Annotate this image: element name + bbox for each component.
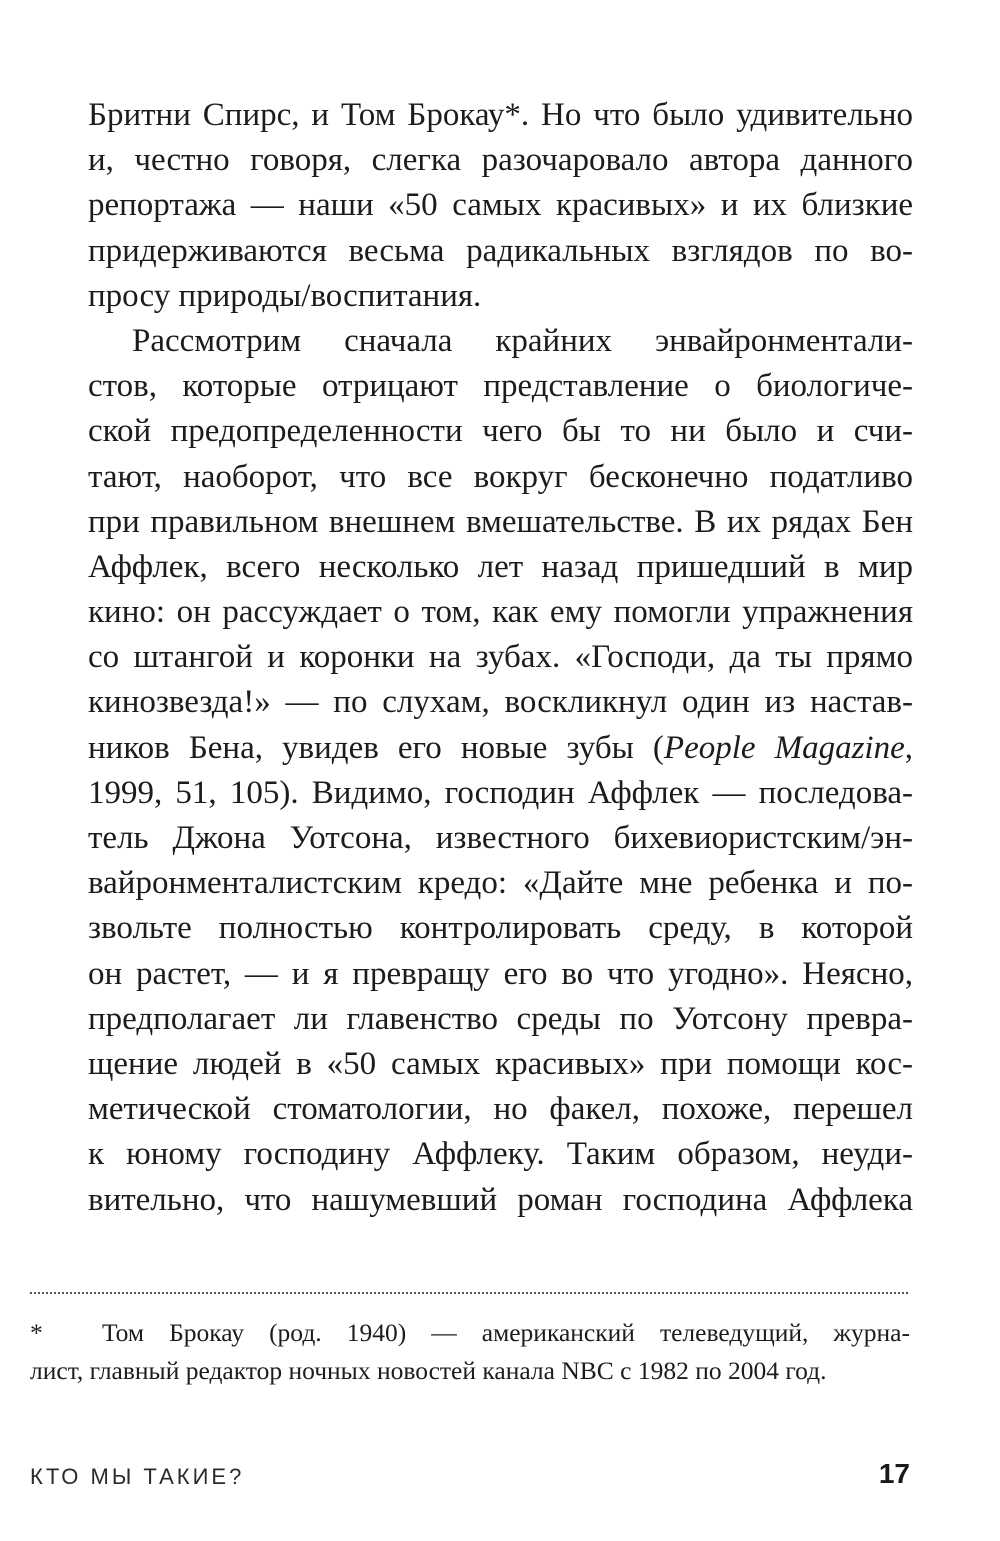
footnote-text: Том Брокау (род. 1940) — американский телеведущий, журна- bbox=[102, 1318, 910, 1347]
text-line: стов, которые отрицают представление о биологиче- bbox=[88, 368, 913, 405]
text-line: Бритни Спирс, и Том Брокау*. Но что было удивительно bbox=[88, 97, 913, 133]
text-line: он растет, — и я превращу его во что угодно». Неясно, bbox=[88, 955, 913, 992]
text-line: при правильном внешнем вмешательстве. В их рядах Бен bbox=[88, 503, 913, 540]
text-line: и, честно говоря, слегка разочаровало автора данного bbox=[88, 142, 913, 179]
text-line: щение людей в «50 самых красивых» при помощи кос- bbox=[88, 1045, 913, 1082]
text-segment: , bbox=[904, 729, 913, 766]
text-line: метической стоматологии, но факел, похоже, перешел bbox=[88, 1091, 913, 1128]
text-line: звольте полностью контролировать среду, в которой bbox=[88, 910, 913, 947]
footnote-line: лист, главный редактор ночных новостей канала NBC с 1982 по 2004 год. bbox=[30, 1356, 827, 1385]
text-line: тают, наоборот, что все вокруг бесконечно податливо bbox=[88, 458, 913, 495]
running-head: КТО МЫ ТАКИЕ? bbox=[30, 1464, 245, 1489]
footnote-line bbox=[30, 1314, 910, 1352]
text-line: вайронменталистским кредо: «Дайте мне ребенка и по- bbox=[88, 865, 913, 902]
text-line: со штангой и коронки на зубах. «Господи, да ты прямо bbox=[88, 639, 913, 676]
text-line: вительно, что нашумевший роман господина Аффлека bbox=[88, 1181, 913, 1218]
text-line: предполагает ли главенство среды по Уотсону превра- bbox=[88, 1000, 913, 1037]
text-line: Аффлек, всего несколько лет назад пришедший в мир bbox=[88, 548, 913, 585]
text-line: тель Джона Уотсона, известного бихевиористским/эн- bbox=[88, 820, 913, 856]
footnote bbox=[30, 1314, 910, 1390]
footnote-divider bbox=[30, 1292, 908, 1294]
text-line: ской предопределенности чего бы то ни было и счи- bbox=[88, 413, 913, 450]
citation-title: People Magazine bbox=[663, 729, 905, 766]
text-line: к юному господину Аффлеку. Таким образом, неуди- bbox=[88, 1136, 913, 1173]
text-line: Рассмотрим сначала крайних энвайронментали- bbox=[132, 322, 913, 359]
text-line: 1999, 51, 105). Видимо, господин Аффлек — последова- bbox=[88, 774, 913, 811]
text-line: придерживаются весьма радикальных взглядов по во- bbox=[88, 232, 913, 269]
text-segment: ников Бена, увидев его новые зубы ( bbox=[88, 729, 664, 766]
page-number: 17 bbox=[878, 1458, 910, 1489]
text-line: репортажа — наши «50 самых красивых» и их близкие bbox=[88, 187, 913, 224]
main-text bbox=[88, 93, 913, 1223]
text-line: кинозвезда!» — по слухам, воскликнул один из настав- bbox=[88, 684, 913, 721]
text-line-with-citation bbox=[88, 726, 913, 771]
footnote-marker: * bbox=[30, 1318, 43, 1347]
text-line: просу природы/воспитания. bbox=[88, 277, 482, 314]
text-line: кино: он рассуждает о том, как ему помогли упражнения bbox=[88, 594, 913, 631]
